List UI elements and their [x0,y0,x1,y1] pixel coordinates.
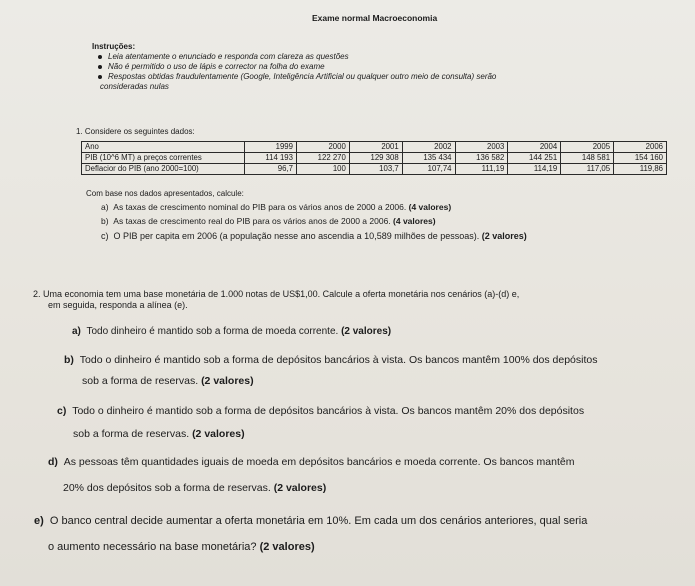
table-header-label: Ano [82,142,245,153]
table-cell: 100 [296,164,349,175]
question-1c: c) O PIB per capita em 2006 (a população nesse ano ascendia a 10,589 milhões de pessoas). (2 valores) [101,231,527,241]
year-cell: 2002 [402,142,455,153]
question-2a: a) Todo dinheiro é mantido sob a forma de moeda corrente. (2 valores) [72,326,392,337]
question-2d-line-2: 20% dos depósitos sob a forma de reservas. (2 valores) [63,482,327,494]
year-cell: 2006 [614,142,667,153]
table-row [82,164,667,175]
table-row [82,153,667,164]
instruction-item: Leia atentamente o enunciado e responda com clareza as questões [98,52,349,61]
question-2-line-1: 2. Uma economia tem uma base monetária de 1.000 notas de US$1,00. Calcule a oferta monetária nos cenários (a)-(d) e, [33,289,520,299]
table-cell: 114,19 [508,164,561,175]
question-1-heading: 1. Considere os seguintes dados: [76,127,195,136]
question-1-base-text: Com base nos dados apresentados, calcule: [86,189,244,198]
table-cell: 129 308 [349,153,402,164]
table-cell: 119,86 [614,164,667,175]
table-cell: 122 270 [296,153,349,164]
table-cell: 96,7 [245,164,297,175]
question-2c-line-1: c) Todo o dinheiro é mantido sob a forma de depósitos bancários à vista. Os bancos mantêm 20% dos depósitos [57,405,585,417]
table-cell: 114 193 [245,153,297,164]
year-cell: 2001 [349,142,402,153]
year-cell: 2005 [561,142,614,153]
table-cell: 103,7 [349,164,402,175]
table-cell: 136 582 [455,153,508,164]
row-label: PIB (10^6 MT) a preços correntes [82,153,245,164]
table-cell: 135 434 [402,153,455,164]
table-cell: 144 251 [508,153,561,164]
question-2c-line-2: sob a forma de reservas. (2 valores) [73,428,245,440]
table-row [82,142,667,153]
year-cell: 1999 [245,142,297,153]
bullet-dot [98,65,102,69]
row-label: Deflacior do PIB (ano 2000=100) [82,164,245,175]
instruction-item: Respostas obtidas fraudulentamente (Google, Inteligência Artificial ou qualquer outro meio de consulta) serão [98,72,496,81]
question-2e-line-2: o aumento necessário na base monetária? (2 valores) [48,541,315,553]
question-2-line-2: em seguida, responda a alínea (e). [48,300,188,310]
table-cell: 154 160 [614,153,667,164]
instruction-item-continued: consideradas nulas [100,82,169,91]
exam-title: Exame normal Macroeconomia [312,13,438,23]
question-1b: b) As taxas de crescimento real do PIB para os vários anos de 2000 a 2006. (4 valores) [101,216,436,226]
year-cell: 2004 [508,142,561,153]
question-2b-line-1: b) Todo o dinheiro é mantido sob a forma de depósitos bancários à vista. Os bancos mantêm 100% dos depósitos [64,354,598,366]
year-cell: 2003 [455,142,508,153]
table-cell: 107,74 [402,164,455,175]
instructions-heading: Instruções: [92,42,136,51]
question-2e-line-1: e) O banco central decide aumentar a oferta monetária em 10%. Em cada um dos cenários anteriores, qual seria [34,515,588,527]
bullet-dot [98,55,102,59]
table-cell: 148 581 [561,153,614,164]
question-2b-line-2: sob a forma de reservas. (2 valores) [82,375,254,387]
table-cell: 117,05 [561,164,614,175]
year-cell: 2000 [296,142,349,153]
bullet-dot [98,75,102,79]
question-1a: a) As taxas de crescimento nominal do PIB para os vários anos de 2000 a 2006. (4 valores) [101,202,452,212]
gdp-data-table [81,141,667,175]
question-2d-line-1: d) As pessoas têm quantidades iguais de moeda em depósitos bancários e moeda corrente. Os bancos mantêm [48,456,575,468]
instruction-item: Não é permitido o uso de lápis e corrector na folha do exame [98,62,325,71]
table-cell: 111,19 [455,164,508,175]
